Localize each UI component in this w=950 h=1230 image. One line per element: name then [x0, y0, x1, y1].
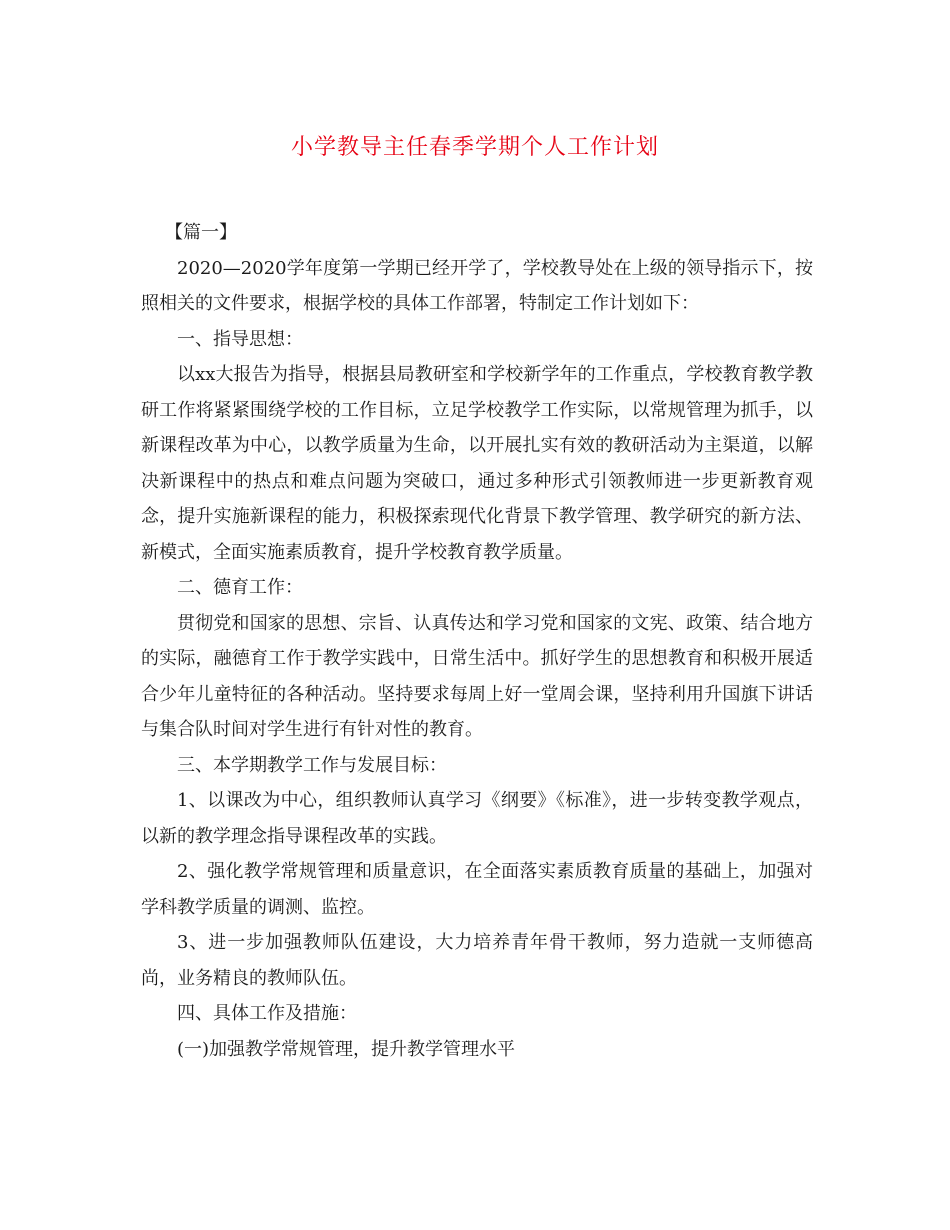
heading-measures: 四、具体工作及措施： — [177, 1003, 357, 1024]
measure-subheading-1: (一)加强教学常规管理，提升教学管理水平 — [177, 1038, 516, 1060]
section-marker: 【篇一】 — [165, 222, 237, 243]
heading-goals: 三、本学期教学工作与发展目标： — [177, 754, 447, 776]
document-body — [141, 215, 813, 1067]
intro-paragraph: 2020—2020学年度第一学期已经开学了，学校教导处在上级的领导指示下，按照相关的文件要求，根据学校的具体工作部署，特制定工作计划如下： — [141, 257, 813, 314]
moral-education-paragraph: 贯彻党和国家的思想、宗旨、认真传达和学习党和国家的文宪、政策、结合地方的实际，融德育工作于教学实践中，日常生活中。抓好学生的思想教育和积极开展适合少年儿童特征的各种活动。坚持要求每周上好一堂周会课，坚持利用升国旗下讲话与集合队时间对学生进行有针对性的教育。 — [141, 612, 813, 740]
guiding-thought-paragraph: 以xx大报告为指导，根据县局教研室和学校新学年的工作重点，学校教育教学教研工作将紧紧围绕学校的工作目标，立足学校教学工作实际，以常规管理为抓手，以新课程改革为中心，以教学质量为生命，以开展扎实有效的教研活动为主渠道，以解决新课程中的热点和难点问题为突破口，通过多种形式引领教师进一步更新教育观念，提升实施新课程的能力，积极探索现代化背景下教学管理、教学研究的新方法、新模式，全面实施素质教育，提升学校教育教学质量。 — [141, 364, 813, 563]
goal-item-3: 3、进一步加强教师队伍建设，大力培养青年骨干教师，努力造就一支师德高尚，业务精良的教师队伍。 — [141, 932, 813, 989]
document-title: 小学教导主任春季学期个人工作计划 — [290, 135, 659, 160]
heading-guiding-thought: 一、指导思想： — [177, 328, 303, 350]
heading-moral-education: 二、德育工作： — [177, 577, 303, 598]
goal-item-2: 2、强化教学常规管理和质量意识，在全面落实素质教育质量的基础上，加强对学科教学质量的调测、监控。 — [141, 861, 813, 918]
goal-item-1: 1、以课改为中心，组织教师认真学习《纲要》《标准》，进一步转变教学观点，以新的教学理念指导课程改革的实践。 — [141, 790, 813, 847]
